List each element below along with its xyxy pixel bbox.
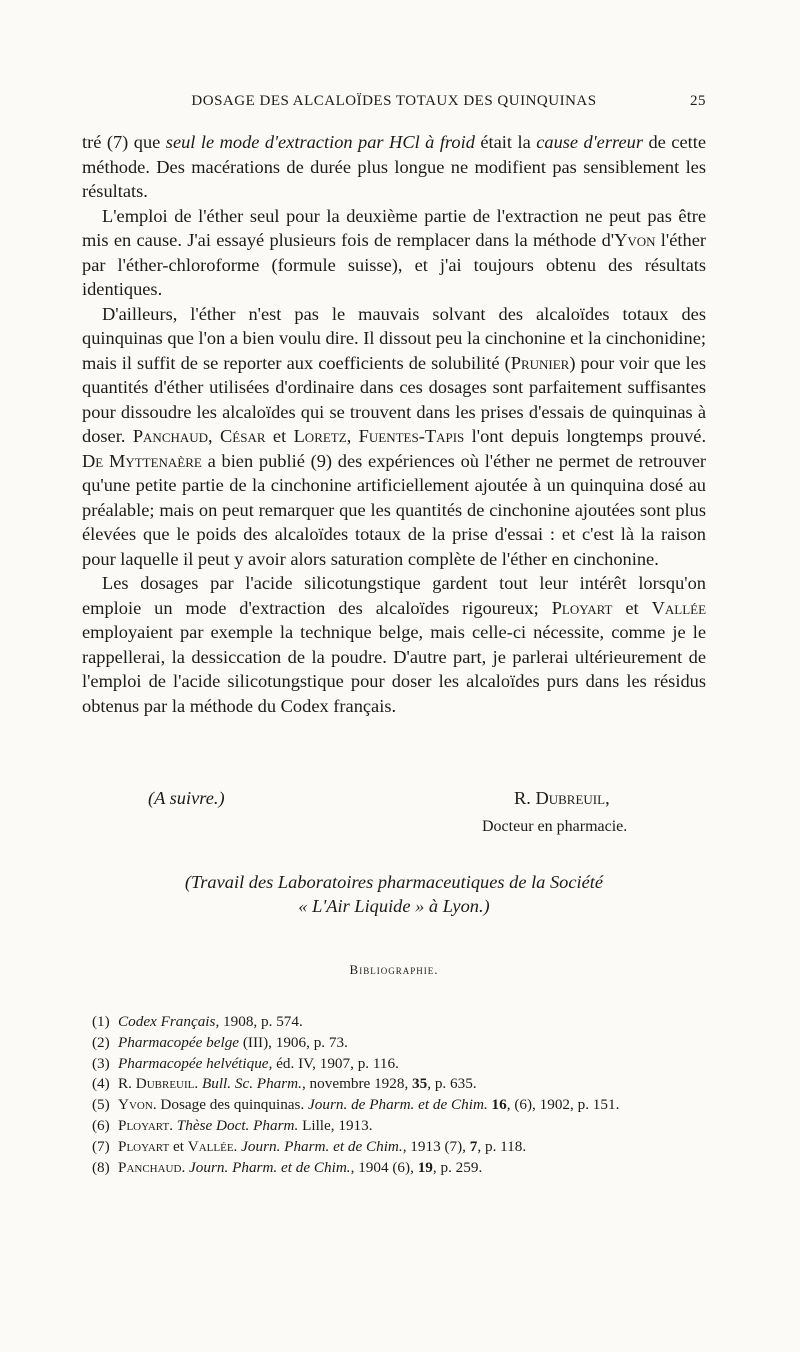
author-name: Vallée [651, 597, 707, 618]
text-run: de cette méthode. Des macérations de durée plus longue ne modifient pas sensiblement les résultats. [82, 132, 706, 201]
reference-number: (1) [92, 1013, 110, 1030]
bibliography-entry [82, 1074, 706, 1095]
reference-text: Vallée [187, 1137, 234, 1155]
text-run-italic: seul le mode d'extraction par HCl à froid [165, 132, 475, 152]
reference-text: Codex Français [118, 1013, 216, 1030]
bibliography-entry [82, 1012, 706, 1033]
text-run: tré (7) que [82, 132, 166, 152]
reference-text: , novembre 1928, [301, 1075, 413, 1093]
author-name: Prunier [510, 352, 570, 373]
reference-number: (8) [92, 1158, 110, 1176]
reference-text: Panchaud [118, 1158, 182, 1176]
reference-number: (6) [92, 1116, 110, 1134]
reference-text: , p. 118. [477, 1137, 527, 1155]
bibliography-entry [82, 1116, 706, 1137]
paragraph-2 [82, 204, 706, 302]
reference-text: 16 [491, 1096, 507, 1114]
reference-text: Thèse Doct. Pharm. [176, 1116, 299, 1134]
reference-text: Lille, 1913. [298, 1116, 373, 1134]
text-run: était la [474, 132, 537, 152]
text-run: L'emploi de l'éther seul pour la deuxième partie de l'extraction ne peut pas être mis en cause. J'ai essayé plusieurs fois de remplacer dans la méthode d' [82, 205, 706, 250]
author-name: Ployart [551, 597, 613, 618]
reference-text: Pharmacopée belge [118, 1033, 240, 1051]
reference-number: (4) [92, 1075, 110, 1093]
reference-text: , éd. IV, 1907, p. 116. [268, 1054, 399, 1072]
reference-text: . [169, 1116, 177, 1134]
paragraph-1 [82, 130, 706, 204]
text-run: a bien publié (9) des expériences où l'éther ne permet de retrouver qu'une petite partie de la cinchonine artificiellement ajoutée à un quinquina dosé au préalable; mais on peut remarquer que les quantités de cinchonine ajoutées sont plus élevées que le poids des alcaloïdes totaux de la prise d'essai : et c'est là la raison pour laquelle il peut y avoir alors saturation complète de l'éther en cinchonine. [82, 450, 706, 569]
reference-number: (3) [92, 1054, 110, 1072]
reference-text: Bull. Sc. Pharm. [201, 1075, 302, 1093]
text-run: et [265, 426, 294, 446]
bibliography-entry [82, 1054, 706, 1075]
reference-text: , p. 635. [427, 1075, 477, 1093]
reference-text: , (6), 1902, p. 151. [506, 1096, 620, 1114]
text-run: ) pour voir que les quantités d'éther utilisées d'ordinaire dans ces dosages sont parfaitement suffisantes pour dissoudre les alcaloïdes qui se trouvent dans les prises d'essais de quinquinas à doser. [82, 352, 706, 446]
reference-text: 7 [469, 1137, 478, 1155]
bibliography-entry [82, 1137, 706, 1158]
author-name: Yvon [614, 230, 656, 250]
reference-number: (2) [92, 1033, 110, 1051]
laboratory-note-line-2: « L'Air Liquide » à Lyon.) [298, 896, 490, 916]
page-number: 25 [690, 93, 706, 109]
reference-text: Dubreuil [135, 1075, 195, 1093]
bibliography-heading: Bibliographie. [349, 962, 439, 977]
text-run: Les dosages par l'acide silicotungstique gardent tout leur intérêt lorsqu'on emploie un mode d'extraction des alcaloïdes rigoureux; [82, 573, 706, 618]
running-title: DOSAGE DES ALCALOÏDES TOTAUX DES QUINQUINAS [191, 93, 597, 109]
author-surname: Dubreuil [535, 788, 606, 808]
reference-text: Journ. Pharm. et de Chim. [189, 1158, 351, 1176]
reference-text: , p. 259. [432, 1158, 483, 1176]
paragraph-4 [82, 571, 706, 718]
author-title: Docteur en pharmacie. [482, 818, 628, 835]
text-run: l'ont depuis longtemps prouvé. [464, 426, 707, 446]
reference-text: (III), 1906, p. 73. [239, 1033, 348, 1051]
reference-text: Journ. Pharm. et de Chim. [241, 1137, 403, 1155]
author-initial: R. [514, 788, 536, 808]
article-body [82, 130, 706, 718]
reference-text: . Dosage des quinquinas. [152, 1096, 309, 1114]
author-signature [514, 788, 610, 809]
to-be-continued: (A suivre.) [148, 788, 225, 808]
text-run-italic: cause d'erreur [536, 132, 643, 152]
text-run: D'ailleurs, l'éther n'est pas le mauvais solvant des alcaloïdes totaux des quinquinas que l'on a bien voulu dire. Il dissout peu la cinchonine et la cinchonidine; mais il suffit de se reporter aux coefficients de solubilité ( [82, 303, 706, 373]
reference-text: . [194, 1075, 202, 1093]
text-run: employaient par exemple la technique belge, mais celle-ci nécessite, comme je le rappellerai, la dessiccation de la poudre. D'autre part, je parlerai ultérieurement de l'emploi de l'acide silicotungstique pour doser les alcaloïdes purs dans les résidus obtenus par la méthode du Codex français. [82, 622, 706, 716]
reference-text: Pharmacopée helvétique [118, 1054, 269, 1072]
text-run: l'éther par l'éther-chloroforme (formule suisse), et j'ai toujours obtenu des résultats identiques. [82, 230, 706, 299]
reference-text: , 1913 (7), [402, 1137, 470, 1155]
author-punct: , [605, 788, 610, 808]
laboratory-note [82, 870, 706, 918]
bibliography-entry [82, 1033, 706, 1054]
reference-text: 19 [417, 1158, 433, 1176]
reference-text: Ployart [118, 1137, 170, 1155]
reference-text: Ployart [118, 1116, 170, 1134]
reference-text: Yvon [118, 1096, 153, 1114]
bibliography-entry [82, 1158, 706, 1179]
reference-text: , 1904 (6), [350, 1158, 418, 1176]
reference-text: et [169, 1137, 188, 1155]
author-name: Loretz, Fuentes-Tapis [293, 426, 465, 446]
author-name: Panchaud, César [132, 426, 266, 446]
reference-text: 35 [412, 1075, 428, 1093]
reference-text: . [233, 1137, 242, 1155]
bibliography-entry [82, 1095, 706, 1116]
reference-text: R. [118, 1075, 136, 1093]
bibliography-list [82, 1012, 706, 1178]
laboratory-note-line-1: (Travail des Laboratoires pharmaceutiques de la Société [184, 872, 604, 892]
text-run: et [612, 597, 652, 618]
reference-text: , 1908, p. 574. [215, 1013, 303, 1030]
author-name: De Myttenaère [82, 450, 202, 471]
paragraph-3 [82, 302, 706, 572]
reference-text: . [181, 1158, 190, 1176]
reference-number: (7) [92, 1137, 110, 1155]
reference-text: Journ. de Pharm. et de Chim. [308, 1096, 488, 1114]
reference-number: (5) [92, 1096, 110, 1114]
